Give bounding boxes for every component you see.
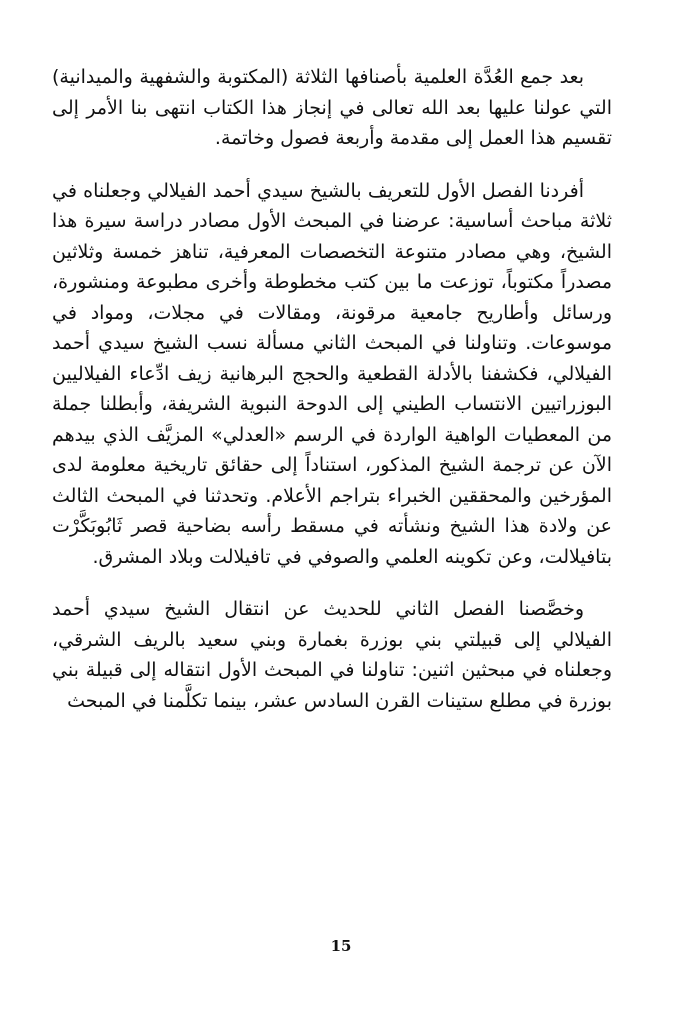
paragraph-2: أفردنا الفصل الأول للتعريف بالشيخ سيدي أحمد الفيلالي وجعلناه في ثلاثة مباحث أساسية: عرضنا في المبحث الأول مصادر دراسة سيرة هذا الشيخ، وهي مصادر متنوعة التخصصات المعرفية، تناهز خمسة وثلاثين مصدراً مكتوباً، توزعت ما بين كتب مخطوطة وأخرى مطبوعة ومنشورة، ورسائل وأطاريح جامعية مرقونة، ومقالات في مجلات، ومواد في موسوعات. وتناولنا في المبحث الثاني مسألة نسب الشيخ سيدي أحمد الفيلالي، فكشفنا بالأدلة القطعية والحجج البرهانية زيف ادِّعاء الفيلاليين البوزراتيين الانتساب الطيني إلى الدوحة النبوية الشريفة، وأبطلنا جملة من المعطيات الواهية الواردة في الرسم «العدلي» المزيَّف الذي بيدهم الآن عن ترجمة الشيخ المذكور، استناداً إلى حقائق تاريخية معلومة لدى المؤرخين والمحققين الخبراء بتراجم الأعلام. وتحدثنا في المبحث الثالث عن ولادة هذا الشيخ ونشأته في مسقط رأسه بضاحية قصر ثَابُوبَكَّرْت بتافيلالت، وعن تكوينه العلمي والصوفي في تافيلالت وبلاد المشرق.	[52, 179, 612, 568]
paragraph-1: بعد جمع العُدَّة العلمية بأصنافها الثلاثة (المكتوبة والشفهية والميدانية) التي عولنا عليها بعد الله تعالى في إنجاز هذا الكتاب انتهى بنا الأمر إلى تقسيم هذا العمل إلى مقدمة وأربعة فصول وخاتمة.	[52, 66, 612, 149]
page-number: 15	[330, 937, 352, 955]
body-text	[52, 62, 612, 738]
paragraph-3: وخصَّصنا الفصل الثاني للحديث عن انتقال الشيخ سيدي أحمد الفيلالي إلى قبيلتي بني بوزرة بغمارة وبني سعيد بالريف الشرقي، وجعلناه في مبحثين اثنين: تناولنا في المبحث الأول انتقاله إلى قبيلة بني بوزرة في مطلع ستينات القرن السادس عشر، بينما تكلَّمنا في المبحث	[52, 598, 612, 712]
